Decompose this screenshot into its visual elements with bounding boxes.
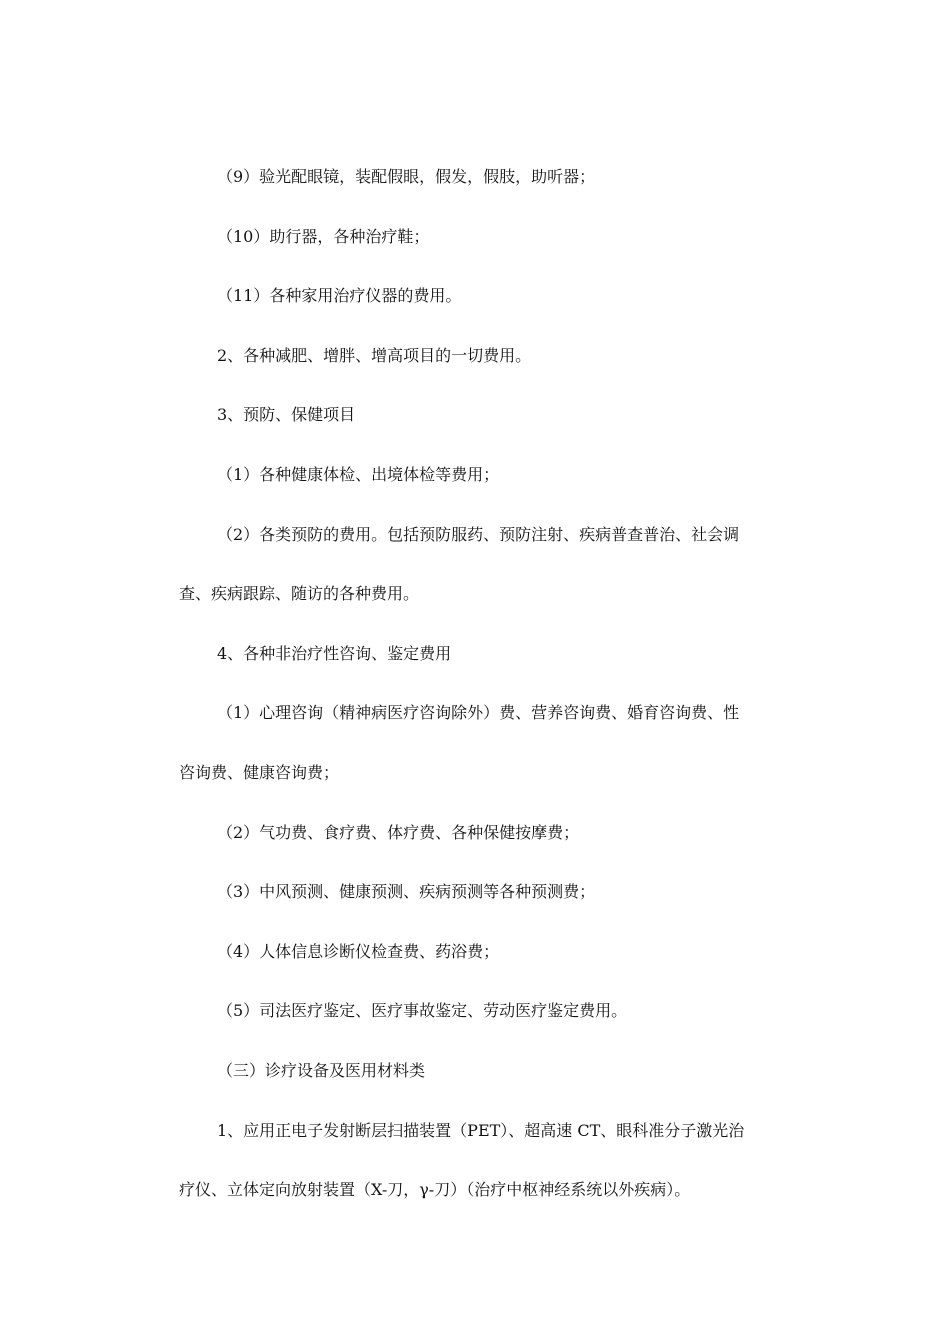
paragraph-section-4 (179, 624, 779, 684)
paragraph-item-4-diagnosis (179, 922, 779, 982)
paragraph-line-continuation: 咨询费、健康咨询费； (179, 762, 340, 782)
paragraph-line-continuation: 查、疾病跟踪、随访的各种费用。 (179, 584, 420, 604)
paragraph-line: （5）司法医疗鉴定、医疗事故鉴定、劳动医疗鉴定费用。 (217, 1001, 628, 1021)
paragraph-item-2-prevention (179, 505, 779, 624)
paragraph-line: （2）气功费、食疗费、体疗费、各种保健按摩费； (217, 822, 580, 842)
paragraph-line: （1）各种健康体检、出境体检等费用； (217, 464, 500, 484)
paragraph-item-9 (179, 147, 779, 207)
paragraph-line: 4、各种非治疗性咨询、鉴定费用 (217, 643, 452, 663)
paragraph-section-3 (179, 385, 779, 445)
paragraph-item-1-consult (179, 683, 779, 802)
paragraph-line: 3、预防、保健项目 (217, 405, 356, 425)
paragraph-line: 1、应用正电子发射断层扫描装置（PET）、超高速 CT、眼科准分子激光治 (217, 1120, 745, 1140)
paragraph-item-1-checkup (179, 445, 779, 505)
paragraph-heading-equipment (179, 1041, 779, 1101)
paragraph-line: （10）助行器，各种治疗鞋； (217, 226, 430, 246)
paragraph-line: （2）各类预防的费用。包括预防服药、预防注射、疾病普查普治、社会调 (217, 524, 740, 544)
paragraph-line: （11）各种家用治疗仪器的费用。 (217, 286, 462, 306)
document-body (179, 147, 779, 1220)
paragraph-line-continuation: 疗仪、立体定向放射装置（X-刀，γ-刀）（治疗中枢神经系统以外疾病）。 (179, 1180, 691, 1200)
paragraph-line: （1）心理咨询（精神病医疗咨询除外）费、营养咨询费、婚育咨询费、性 (217, 703, 740, 723)
paragraph-line: （4）人体信息诊断仪检查费、药浴费； (217, 941, 500, 961)
paragraph-line: （9）验光配眼镜，装配假眼，假发，假肢，助听器； (217, 167, 596, 186)
paragraph-item-5-appraisal (179, 981, 779, 1041)
paragraph-item-3-prediction (179, 862, 779, 922)
paragraph-item-11 (179, 266, 779, 326)
paragraph-item-1-equipment (179, 1101, 779, 1220)
paragraph-item-2-qigong (179, 803, 779, 863)
paragraph-item-10 (179, 207, 779, 267)
paragraph-section-2 (179, 326, 779, 386)
paragraph-line: 2、各种减肥、增胖、增高项目的一切费用。 (217, 345, 532, 365)
paragraph-line: （3）中风预测、健康预测、疾病预测等各种预测费； (217, 882, 596, 902)
paragraph-line: （三）诊疗设备及医用材料类 (217, 1060, 426, 1080)
